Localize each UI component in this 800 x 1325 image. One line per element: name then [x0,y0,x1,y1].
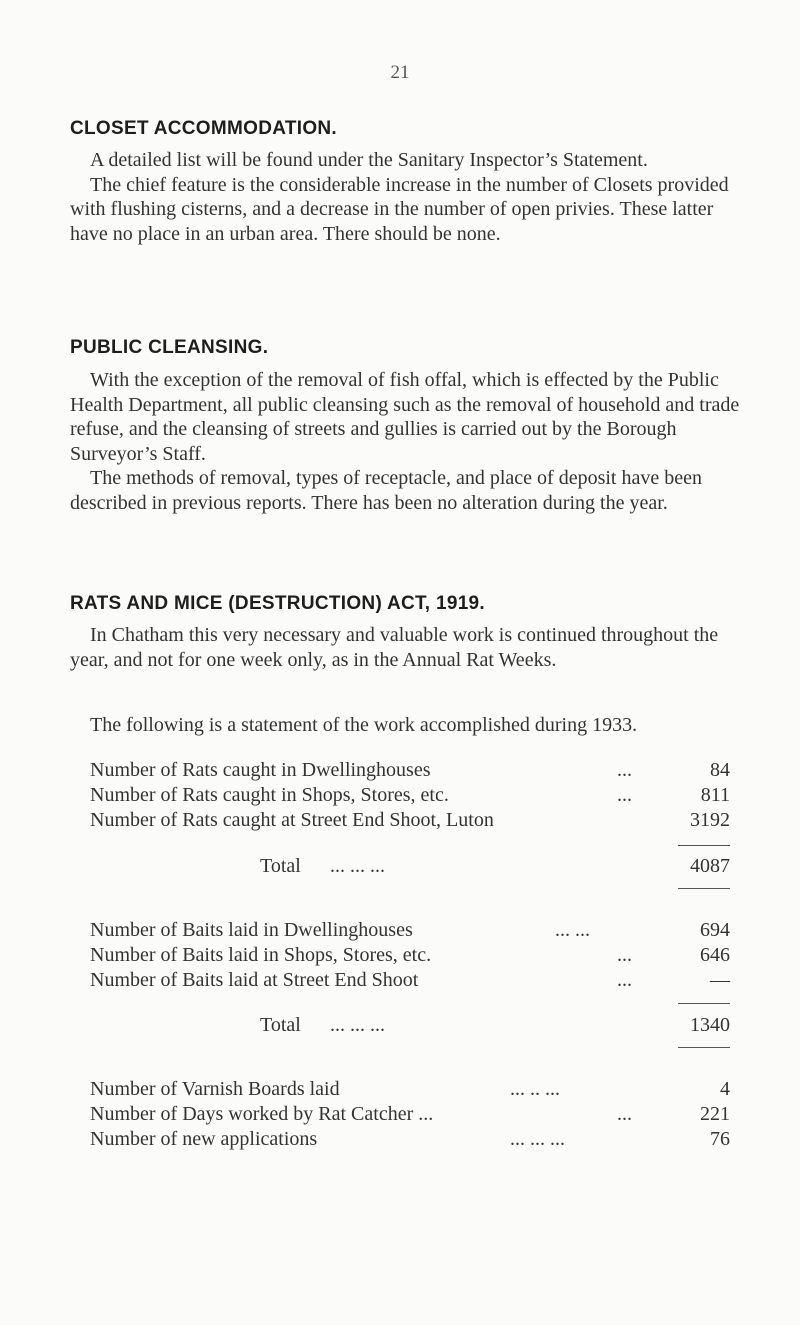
leader-dots: ... ... [555,919,590,941]
total-label: Total [260,1014,301,1036]
stat-label: Number of Baits laid in Shops, Stores, etc. [90,944,432,966]
stat-row [90,969,730,993]
cleansing-paragraph-2: The methods of removal, types of receptacle, and place of deposit have been described in previous reports. There has been no alteration during the year. [70,467,702,514]
total-value: 1340 [690,1014,730,1036]
total-label: Total [260,855,301,877]
stat-row [90,1103,730,1127]
total-row [90,855,730,879]
section-heading-cleansing: PUBLIC CLEANSING. [70,337,269,358]
stat-value: 76 [710,1128,730,1150]
closet-text [70,148,750,246]
stat-row [90,784,730,808]
stat-label: Number of Varnish Boards laid [90,1078,340,1100]
stat-row [90,944,730,968]
total-value: 4087 [690,855,730,877]
rats-paragraph-2: The following is a statement of the work accomplished during 1933. [90,714,638,736]
rats-text-statement [70,713,750,738]
leader-dots: ... ... ... [330,855,385,877]
leader-dots: ... [617,944,632,966]
leader-dots: ... [617,969,632,991]
stat-row [90,809,730,833]
stat-label: Number of Baits laid at Street End Shoot [90,969,419,991]
stat-value: 694 [700,919,730,941]
leader-dots: ... ... ... [330,1014,385,1036]
stat-label: Number of Rats caught in Shops, Stores, etc. [90,784,449,806]
rats-text-intro [70,623,750,672]
section-heading-closet: CLOSET ACCOMMODATION. [70,118,338,139]
stat-row [90,759,730,783]
leader-dots: ... [617,784,632,806]
stat-label: Number of Baits laid in Dwellinghouses [90,919,413,941]
stat-row [90,919,730,943]
stat-value: 221 [700,1103,730,1125]
page-number: 21 [390,62,410,83]
stat-label: Number of Rats caught at Street End Shoot, Luton [90,809,494,831]
cleansing-text [70,368,750,515]
leader-dots: ... [617,1103,632,1125]
stat-row [90,1128,730,1152]
sum-rule [678,1047,730,1048]
stat-value: 4 [720,1078,730,1100]
leader-dots: ... ... ... [510,1128,565,1150]
stat-row [90,1078,730,1102]
stat-label: Number of Days worked by Rat Catcher ... [90,1103,434,1125]
stat-label: Number of new applications [90,1128,318,1150]
stat-value: 3192 [690,809,730,831]
sum-rule [678,1003,730,1004]
sum-rule [678,845,730,846]
closet-paragraph-2: The chief feature is the considerable increase in the number of Closets provided with flushing cisterns, and a decrease in the number of open privies. These latter have no place in an urban area. There should be none. [70,173,729,245]
total-row [90,1014,730,1038]
cleansing-paragraph-1: With the exception of the removal of fish offal, which is effected by the Public Health Department, all public cleansing such as the removal of household and trade refuse, and the cleansing of streets and gullies is carried out by the Borough Surveyor’s Staff. [70,369,740,465]
stat-value: — [710,969,730,991]
stat-value: 84 [710,759,730,781]
stat-value: 646 [700,944,730,966]
leader-dots: ... .. ... [510,1078,560,1100]
stat-label: Number of Rats caught in Dwellinghouses [90,759,431,781]
closet-paragraph-1: A detailed list will be found under the Sanitary Inspector’s Statement. [90,149,648,171]
leader-dots: ... [617,759,632,781]
rats-paragraph-1: In Chatham this very necessary and valuable work is continued throughout the year, and not for one week only, as in the Annual Rat Weeks. [70,624,719,671]
stat-value: 811 [700,784,730,806]
section-heading-rats: RATS AND MICE (DESTRUCTION) ACT, 1919. [70,593,486,614]
sum-rule [678,888,730,889]
